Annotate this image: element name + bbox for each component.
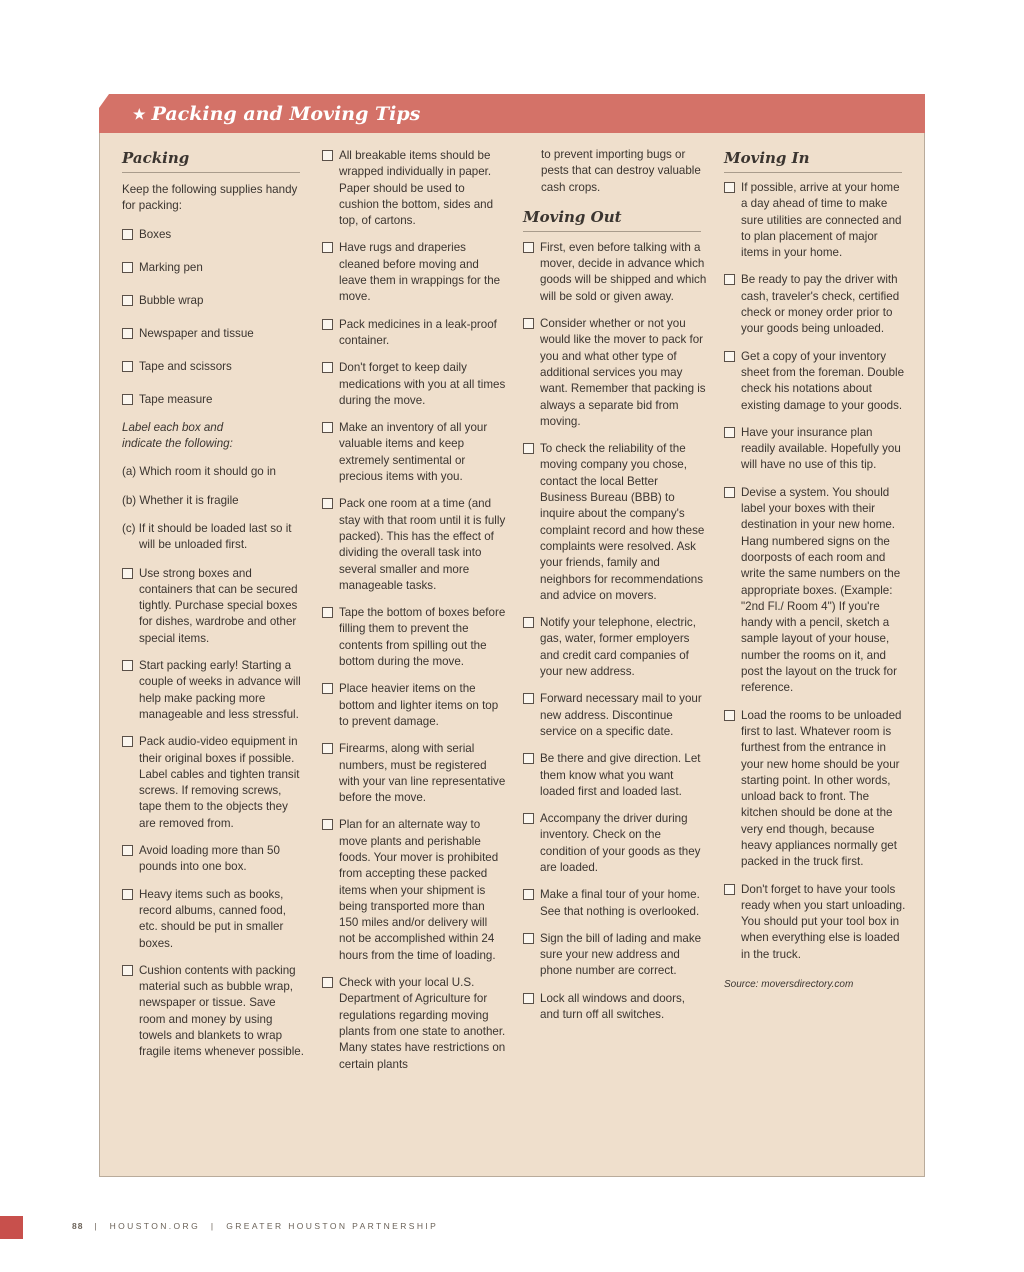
tip-text: Load the rooms to be unloaded first to last. Whatever room is furthest from the entrance in your new home should be your starting point. In other words, unload back to front. The kitchen should be done at the very end though, because heavy appliances normally get packed in the truck first.: [741, 708, 902, 869]
tip-text: Get a copy of your inventory sheet from the foreman. Double check his notations about existing damage to your goods.: [741, 349, 905, 412]
checkbox-icon: [122, 965, 133, 976]
tip-item: [322, 240, 506, 305]
tip-item: [322, 148, 506, 229]
checkbox-icon: [122, 295, 133, 306]
checkbox-icon: [523, 693, 534, 704]
checkbox-icon: [122, 262, 133, 273]
tip-text: Tape the bottom of boxes before filling them to prevent the contents from spilling out the bottom during the move.: [339, 606, 506, 669]
checkbox-icon: [122, 736, 133, 747]
tip-text: Consider whether or not you would like the mover to pack for you and what other type of additional services you may want. Remember that packing is always a separate bid from moving.: [540, 317, 706, 428]
label-intro: Label each box and indicate the following:: [122, 420, 233, 451]
tip-item: [122, 843, 304, 876]
footer-separator: |: [210, 1221, 216, 1231]
checkbox-icon: [724, 351, 735, 362]
tip-item: [322, 420, 506, 485]
checkbox-icon: [122, 845, 133, 856]
tip-text: Sign the bill of lading and make sure your new address and phone number are correct.: [540, 931, 702, 978]
label-item: (c) If it should be loaded last so it will be unloaded first.: [122, 522, 292, 552]
tip-item: [724, 349, 906, 414]
section-heading-moving-out: Moving Out: [523, 207, 701, 232]
tip-item: [724, 485, 906, 697]
tip-text: Plan for an alternate way to move plants and perishable foods. Your mover is prohibited from accepting these packed items when your shipment is being transported more than 150 miles and/or delivery will not be accomplished within 24 hours from the time of loading.: [339, 818, 499, 962]
supply-text: Boxes: [139, 227, 172, 241]
tip-text: Have rugs and draperies cleaned before moving and leave them in wrappings for the move.: [339, 241, 501, 304]
checkbox-icon: [724, 710, 735, 721]
tip-item: [122, 963, 304, 1061]
tip-text: Pack medicines in a leak-proof container.: [339, 317, 497, 347]
checkbox-icon: [523, 617, 534, 628]
checkbox-icon: [122, 660, 133, 671]
footer-org: GREATER HOUSTON PARTNERSHIP: [226, 1221, 439, 1231]
tip-text: Devise a system. You should label your boxes with their destination in your new home. Hang numbered signs on the doorposts of each room and write the same numbers on the appropriate boxes. (Example: "2nd Fl./ Room 4") If you're handy with a pencil, sketch a sample layout of your house, number the rooms on it, and post the layout on the truck for reference.: [741, 485, 901, 695]
tip-item: [523, 811, 707, 876]
supply-item: [122, 392, 304, 408]
tip-item: [724, 708, 906, 871]
tip-text: Don't forget to have your tools ready when you start unloading. You should put your tool box in when everything else is loaded in the truck.: [741, 882, 906, 961]
tip-text: Cushion contents with packing material such as bubble wrap, newspaper or tissue. Save room and money by using towels and blankets to wrap fragile items whenever possible.: [139, 963, 304, 1059]
footer-site: HOUSTON.ORG: [109, 1221, 201, 1231]
supply-text: Newspaper and tissue: [139, 326, 254, 340]
column-packing: [122, 148, 304, 1061]
supply-item: [122, 326, 304, 342]
tip-text: Make a final tour of your home. See that nothing is overlooked.: [540, 888, 700, 918]
page-title-text: Packing and Moving Tips: [151, 103, 421, 125]
supply-text: Tape and scissors: [139, 359, 232, 373]
footer-color-block: [0, 1216, 23, 1239]
checkbox-icon: [322, 977, 333, 988]
tip-item: [523, 887, 707, 920]
tip-text: First, even before talking with a mover, decide in advance which goods will be shipped and which will be sold or given away.: [540, 240, 707, 303]
checkbox-icon: [724, 884, 735, 895]
column-moving-out: [523, 147, 707, 1023]
tip-text: Firearms, along with serial numbers, must be registered with your van line representative before the move.: [339, 742, 506, 805]
checkbox-icon: [322, 422, 333, 433]
tip-text: Forward necessary mail to your new address. Discontinue service on a specific date.: [540, 692, 702, 738]
checkbox-icon: [322, 242, 333, 253]
tip-item: [122, 734, 304, 832]
tip-item: [724, 272, 906, 337]
checkbox-icon: [523, 813, 534, 824]
supply-text: Tape measure: [139, 392, 213, 406]
checkbox-icon: [122, 394, 133, 405]
tip-item: [724, 180, 906, 261]
star-icon: ★: [133, 107, 146, 123]
supply-item: [122, 359, 304, 375]
checkbox-icon: [322, 743, 333, 754]
tip-item: [523, 931, 707, 980]
tip-text: Pack one room at a time (and stay with that room until it is fully packed). This has the effect of dividing the overall task into several smaller and more manageable tasks.: [339, 497, 506, 592]
page-footer: [72, 1221, 438, 1231]
checkbox-icon: [322, 498, 333, 509]
checkbox-icon: [724, 487, 735, 498]
tip-item: [122, 566, 304, 647]
tip-item: [322, 681, 506, 730]
continued-text: to prevent importing bugs or pests that can destroy valuable cash crops.: [541, 148, 701, 194]
tip-text: Use strong boxes and containers that can be secured tightly. Purchase special boxes for dishes, wardrobe and other special items.: [139, 566, 298, 645]
checkbox-icon: [322, 319, 333, 330]
checkbox-icon: [724, 274, 735, 285]
tip-text: Be ready to pay the driver with cash, traveler's check, certified check or money order prior to your goods being unloaded.: [741, 273, 900, 336]
column-packing-continued: [322, 148, 506, 1073]
tip-item: [523, 751, 707, 800]
supply-item: [122, 293, 304, 309]
section-heading-moving-in: Moving In: [724, 148, 902, 173]
tip-text: Check with your local U.S. Department of Agriculture for regulations regarding moving plants from one state to another. Many states have restrictions on certain plants: [339, 976, 506, 1071]
checkbox-icon: [122, 568, 133, 579]
tip-item: [322, 360, 506, 409]
page-title: [133, 101, 420, 127]
tip-item: [523, 615, 707, 680]
tip-item: [322, 817, 506, 964]
tip-item: [122, 887, 304, 952]
tip-item: [322, 496, 506, 594]
tip-item: [523, 316, 707, 430]
supplies-intro: Keep the following supplies handy for packing:: [122, 183, 298, 213]
tip-text: Place heavier items on the bottom and lighter items on top to prevent damage.: [339, 682, 499, 728]
tip-text: Be there and give direction. Let them know what you want loaded first and loaded last.: [540, 752, 701, 798]
checkbox-icon: [724, 182, 735, 193]
tip-item: [523, 991, 707, 1024]
column-moving-in: [724, 148, 906, 993]
checkbox-icon: [122, 361, 133, 372]
checkbox-icon: [724, 427, 735, 438]
checkbox-icon: [322, 819, 333, 830]
tip-item: [523, 441, 707, 604]
tip-item: [322, 741, 506, 806]
checkbox-icon: [523, 933, 534, 944]
checkbox-icon: [523, 753, 534, 764]
checkbox-icon: [322, 607, 333, 618]
supply-item: [122, 260, 304, 276]
checkbox-icon: [122, 328, 133, 339]
tip-text: Don't forget to keep daily medications with you at all times during the move.: [339, 361, 506, 407]
tip-text: All breakable items should be wrapped individually in paper. Paper should be used to cushion the bottom, sides and top, of cartons.: [339, 149, 494, 228]
checkbox-icon: [523, 993, 534, 1004]
supply-item: [122, 227, 304, 243]
label-item: (b) Whether it is fragile: [122, 493, 239, 507]
tip-text: Make an inventory of all your valuable items and keep extremely sentimental or precious items with you.: [339, 421, 488, 484]
section-heading-packing: Packing: [122, 148, 300, 173]
supply-text: Bubble wrap: [139, 293, 204, 307]
supply-text: Marking pen: [139, 260, 203, 274]
tip-item: [724, 425, 906, 474]
tip-text: If possible, arrive at your home a day ahead of time to make sure utilities are connected and to plan placement of major items in your home.: [741, 181, 902, 260]
tip-text: Notify your telephone, electric, gas, water, former employers and credit card companies of your new address.: [540, 616, 696, 679]
tip-item: [322, 975, 506, 1073]
tip-text: Start packing early! Starting a couple of weeks in advance will help make packing more manageable and less stressful.: [139, 659, 301, 721]
banner-corner-fold: [99, 94, 109, 108]
checkbox-icon: [322, 362, 333, 373]
checkbox-icon: [322, 150, 333, 161]
tip-text: Have your insurance plan readily available. Hopefully you will have no use of this tip.: [741, 425, 901, 472]
checkbox-icon: [322, 683, 333, 694]
tip-text: Accompany the driver during inventory. Check on the condition of your goods as they are loaded.: [540, 812, 701, 874]
tip-item: [724, 882, 906, 963]
checkbox-icon: [523, 242, 534, 253]
tip-item: [322, 605, 506, 670]
tip-text: To check the reliability of the moving company you chose, contact the local Better Business Bureau (BBB) to inquire about the company's complaint record and how these complaints were resolved. Ask your friends, family and neighbors for recommendations and advice on movers.: [540, 442, 705, 602]
tip-text: Avoid loading more than 50 pounds into one box.: [139, 844, 280, 874]
tip-item: [122, 658, 304, 723]
checkbox-icon: [523, 889, 534, 900]
source-credit: Source: moversdirectory.com: [724, 979, 854, 991]
tip-item: [523, 691, 707, 740]
tip-item: [523, 240, 707, 305]
page-number: 88: [72, 1221, 84, 1231]
checkbox-icon: [122, 889, 133, 900]
tip-text: Lock all windows and doors, and turn off all switches.: [540, 991, 686, 1022]
label-item: (a) Which room it should go in: [122, 465, 277, 479]
checkbox-icon: [523, 443, 534, 454]
tip-text: Heavy items such as books, record albums, canned food, etc. should be put in smaller boxes.: [139, 887, 286, 950]
tip-item: [322, 317, 506, 350]
tip-text: Pack audio-video equipment in their original boxes if possible. Label cables and tighten transit screws. If removing screws, tape them to the objects they are removed from.: [139, 735, 300, 830]
checkbox-icon: [523, 318, 534, 329]
checkbox-icon: [122, 229, 133, 240]
footer-separator: |: [94, 1221, 99, 1231]
